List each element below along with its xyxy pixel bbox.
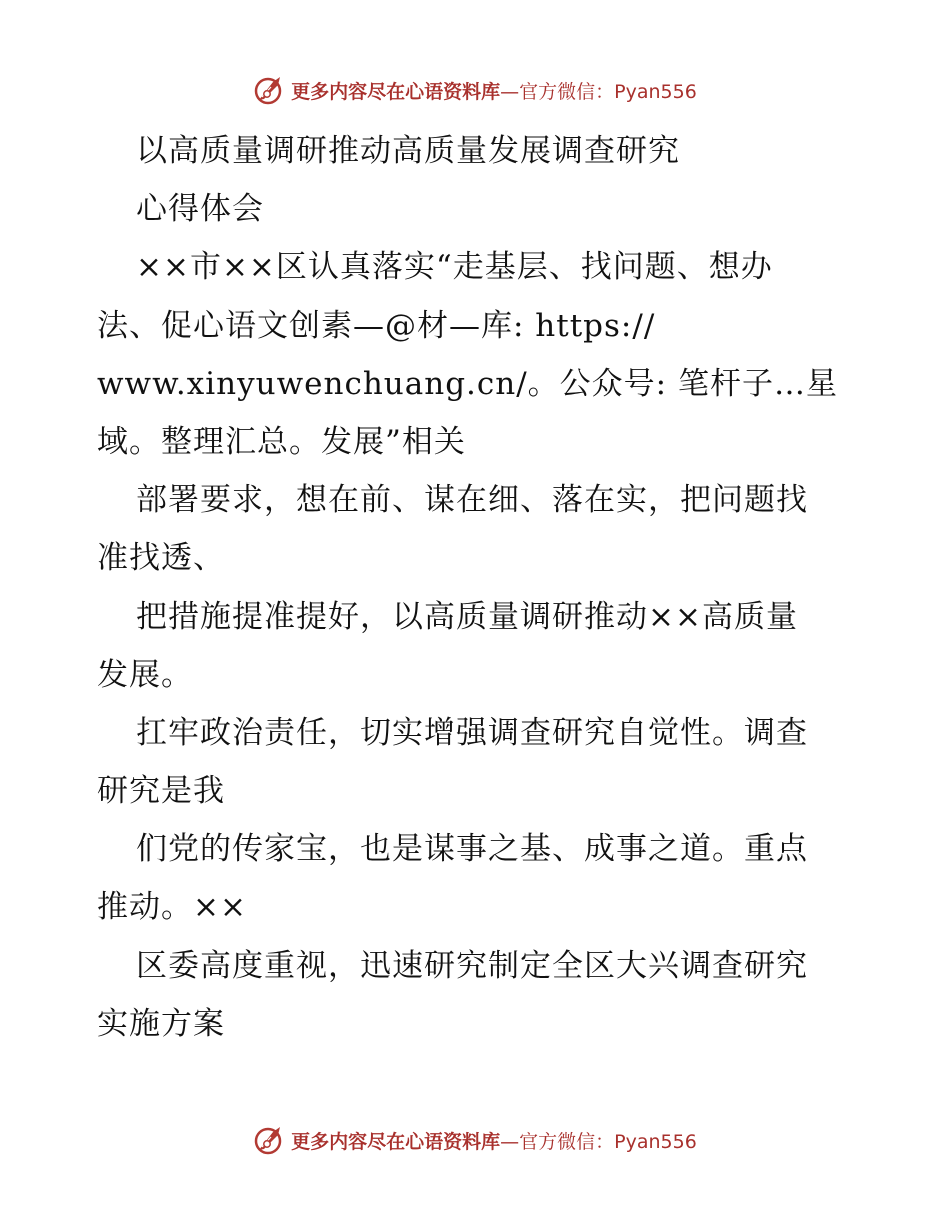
quill-logo-icon: [253, 74, 285, 106]
doc-text-line: 法、促心语文创素—@材—库: https://: [97, 307, 656, 344]
doc-text-line: 们党的传家宝，也是谋事之基、成事之道。重点: [136, 831, 808, 868]
doc-text-line: 研究是我: [97, 773, 225, 810]
doc-text-line: 实施方案: [97, 1005, 225, 1042]
doc-text-line: 域。整理汇总。发展”相关: [97, 423, 466, 460]
watermark-contact: —官方微信：Pyan556: [500, 80, 697, 103]
document-body: [97, 122, 857, 1053]
doc-text-line: 发展。: [97, 656, 193, 693]
doc-text-line: 部署要求，想在前、谋在细、落在实，把问题找: [136, 482, 808, 519]
watermark-brand: 更多内容尽在心语资料库: [291, 80, 501, 103]
doc-title-line-2: 心得体会: [136, 191, 264, 228]
doc-text-line: 把措施提准提好，以高质量调研推动××高质量: [136, 598, 798, 635]
doc-text-line: 推动。××: [97, 889, 247, 926]
header-watermark: [0, 70, 950, 110]
doc-text-line: 区委高度重视，迅速研究制定全区大兴调查研究: [136, 947, 808, 984]
doc-text-line: ××市××区认真落实“走基层、找问题、想办: [136, 249, 773, 286]
doc-text-line: 准找透、: [97, 540, 225, 577]
doc-text-line: 扛牢政治责任，切实增强调查研究自觉性。调查: [136, 714, 808, 751]
doc-title-line-1: 以高质量调研推动高质量发展调查研究: [136, 133, 680, 169]
watermark-contact: —官方微信：Pyan556: [500, 1130, 697, 1153]
footer-watermark: [0, 1120, 950, 1160]
quill-logo-icon: [253, 1124, 285, 1156]
doc-text-line: www.xinyuwenchuang.cn/。公众号: 笔杆子…星: [97, 365, 838, 402]
watermark-brand: 更多内容尽在心语资料库: [291, 1130, 501, 1153]
